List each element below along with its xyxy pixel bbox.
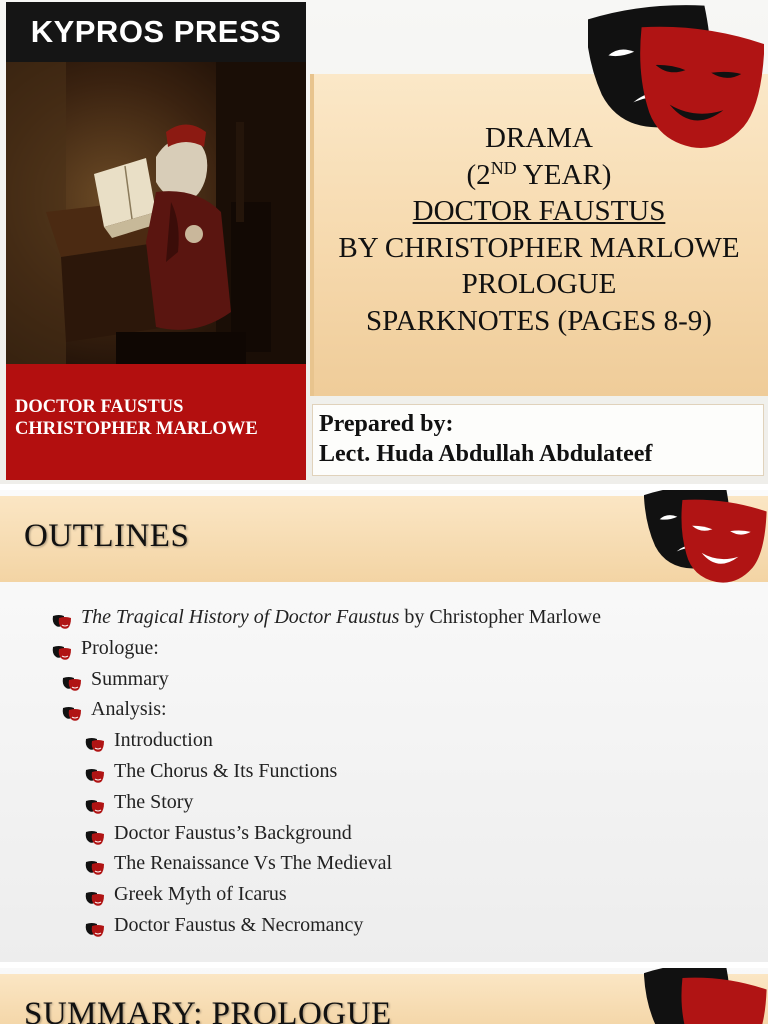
title-line-sparknotes: SPARKNOTES (PAGES 8-9): [366, 304, 712, 337]
outlines-slide: [0, 490, 768, 962]
outline-item-text: Greek Myth of Icarus: [114, 883, 287, 906]
outline-item-text: Prologue:: [81, 636, 159, 659]
book-cover: [6, 2, 306, 480]
outline-item: [0, 664, 768, 695]
theatre-masks-bullet-icon: [52, 609, 72, 625]
year-superscript: ND: [490, 157, 517, 178]
outline-item-text: by Christopher Marlowe: [399, 606, 601, 628]
outline-item: [0, 910, 768, 941]
outline-item-text: Doctor Faustus’s Background: [114, 821, 352, 844]
prepared-name: Lect. Huda Abdullah Abdulateef: [319, 441, 653, 467]
outline-item: [0, 725, 768, 756]
prepared-label: Prepared by:: [319, 411, 454, 437]
book-caption: [6, 364, 306, 480]
book-publisher: KYPROS PRESS: [30, 14, 282, 49]
theatre-masks-bullet-icon: [85, 763, 105, 779]
outline-list: [0, 602, 768, 941]
theatre-masks-bullet-icon: [62, 701, 82, 717]
outline-item-text: Analysis:: [91, 698, 167, 721]
title-text: [310, 120, 768, 339]
book-title: DOCTOR FAUSTUS: [15, 397, 184, 417]
theatre-masks-bullet-icon: [52, 640, 72, 656]
theatre-masks-bullet-icon: [62, 671, 82, 687]
outline-item-text: Summary: [91, 667, 169, 690]
theatre-masks-bullet-icon: [85, 917, 105, 933]
outline-item-italic: The Tragical History of Doctor Faustus: [81, 606, 400, 628]
prepared-by-box: [312, 404, 764, 476]
outline-item: [0, 787, 768, 818]
title-slide: [0, 0, 768, 484]
title-line-author: BY CHRISTOPHER MARLOWE: [338, 231, 740, 264]
theatre-masks-bullet-icon: [85, 825, 105, 841]
summary-slide: [0, 968, 768, 1024]
scholar-painting-icon: [6, 62, 306, 364]
outline-item-text: The Renaissance Vs The Medieval: [114, 852, 393, 875]
outline-item: [0, 633, 768, 664]
summary-heading: SUMMARY: PROLOGUE: [24, 996, 392, 1024]
outlines-heading: OUTLINES: [24, 518, 190, 554]
theatre-masks-icon: [644, 490, 768, 584]
theatre-masks-icon: [644, 968, 768, 1024]
year-close: YEAR): [516, 158, 612, 191]
outline-item: [0, 818, 768, 849]
outline-item: [0, 602, 768, 633]
title-line-year: [310, 157, 768, 194]
outline-item-text: Doctor Faustus & Necromancy: [114, 913, 364, 936]
title-line-prologue: PROLOGUE: [461, 268, 617, 300]
outline-item: [0, 879, 768, 910]
book-publisher-bar: [6, 2, 306, 62]
title-line-drama: DRAMA: [485, 122, 593, 154]
year-open: (2: [466, 158, 491, 191]
theatre-masks-bullet-icon: [85, 732, 105, 748]
theatre-masks-bullet-icon: [85, 855, 105, 871]
outline-item-text: Introduction: [114, 729, 213, 752]
outline-item: [0, 756, 768, 787]
book-illustration: [6, 62, 306, 364]
outline-item-text: The Chorus & Its Functions: [114, 759, 338, 782]
outline-item-text: The Story: [114, 790, 194, 813]
outline-item: [0, 848, 768, 879]
book-author: CHRISTOPHER MARLOWE: [15, 419, 258, 439]
theatre-masks-bullet-icon: [85, 794, 105, 810]
outline-item: [0, 694, 768, 725]
theatre-masks-bullet-icon: [85, 886, 105, 902]
title-line-play: DOCTOR FAUSTUS: [412, 195, 666, 227]
